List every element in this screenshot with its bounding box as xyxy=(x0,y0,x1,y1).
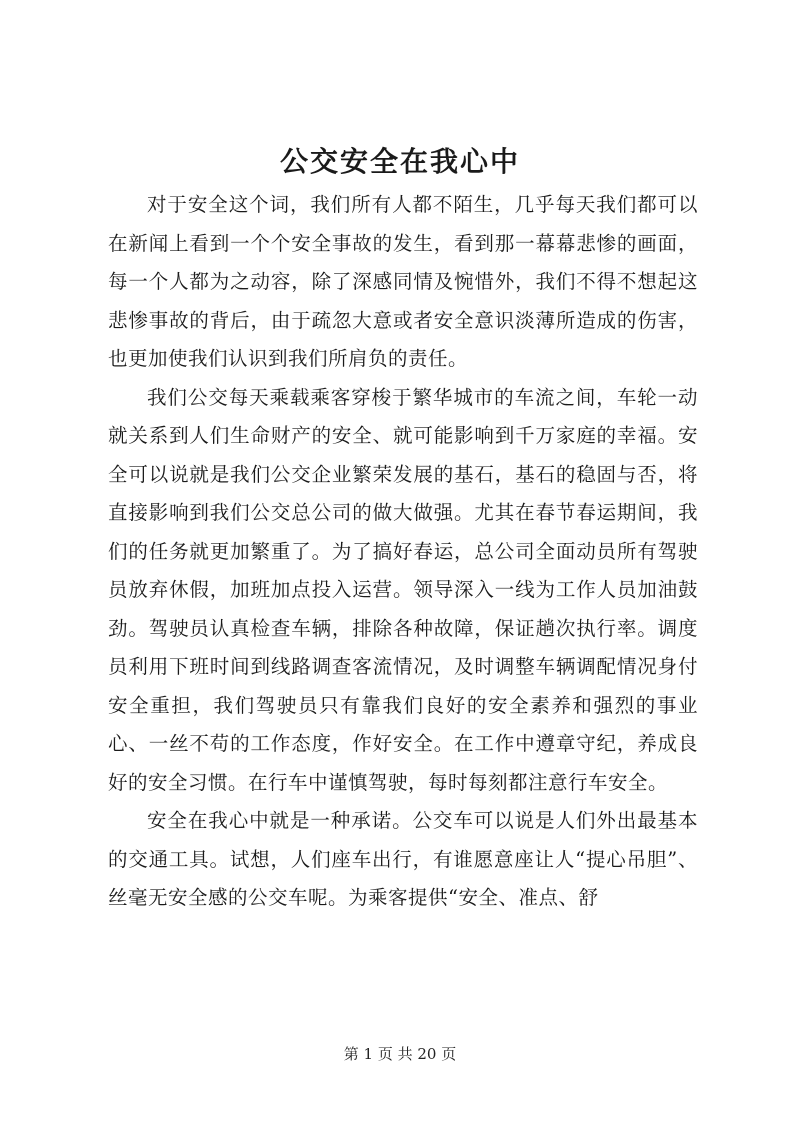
paragraph: 我们公交每天乘载乘客穿梭于繁华城市的车流之间，车轮一动就关系到人们生命财产的安全、就可能影响到千万家庭的幸福。安全可以说就是我们公交企业繁荣发展的基石，基石的稳固与否，将直接影响到我们公交总公司的做大做强。尤其在春节春运期间，我们的任务就更加繁重了。为了搞好春运，总公司全面动员所有驾驶员放弃休假，加班加点投入运营。领导深入一线为工作人员加油鼓劲。驾驶员认真检查车辆，排除各种故障，保证趟次执行率。调度员利用下班时间到线路调查客流情况，及时调整车辆调配情况身付安全重担，我们驾驶员只有靠我们良好的安全素养和强烈的事业心、一丝不苟的工作态度，作好安全。在工作中遵章守纪，养成良好的安全习惯。在行车中谨慎驾驶，每时每刻都注意行车安全。 xyxy=(108,385,698,794)
page-footer: 第 1 页 共 20 页 xyxy=(343,1045,457,1063)
document-body xyxy=(108,186,698,918)
paragraph: 对于安全这个词，我们所有人都不陌生，几乎每天我们都可以在新闻上看到一个个安全事故的发生，看到那一幕幕悲惨的画面，每一个人都为之动容，除了深感同情及惋惜外，我们不得不想起这悲惨事故的背后，由于疏忽大意或者安全意识淡薄所造成的伤害，也更加使我们认识到我们所肩负的责任。 xyxy=(108,193,698,370)
document-title: 公交安全在我心中 xyxy=(279,145,520,178)
paragraph: 安全在我心中就是一种承诺。公交车可以说是人们外出最基本的交通工具。试想，人们座车出行，有谁愿意座让人“提心吊胆”、丝毫无安全感的公交车呢。为乘客提供“安全、准点、舒 xyxy=(108,809,698,909)
